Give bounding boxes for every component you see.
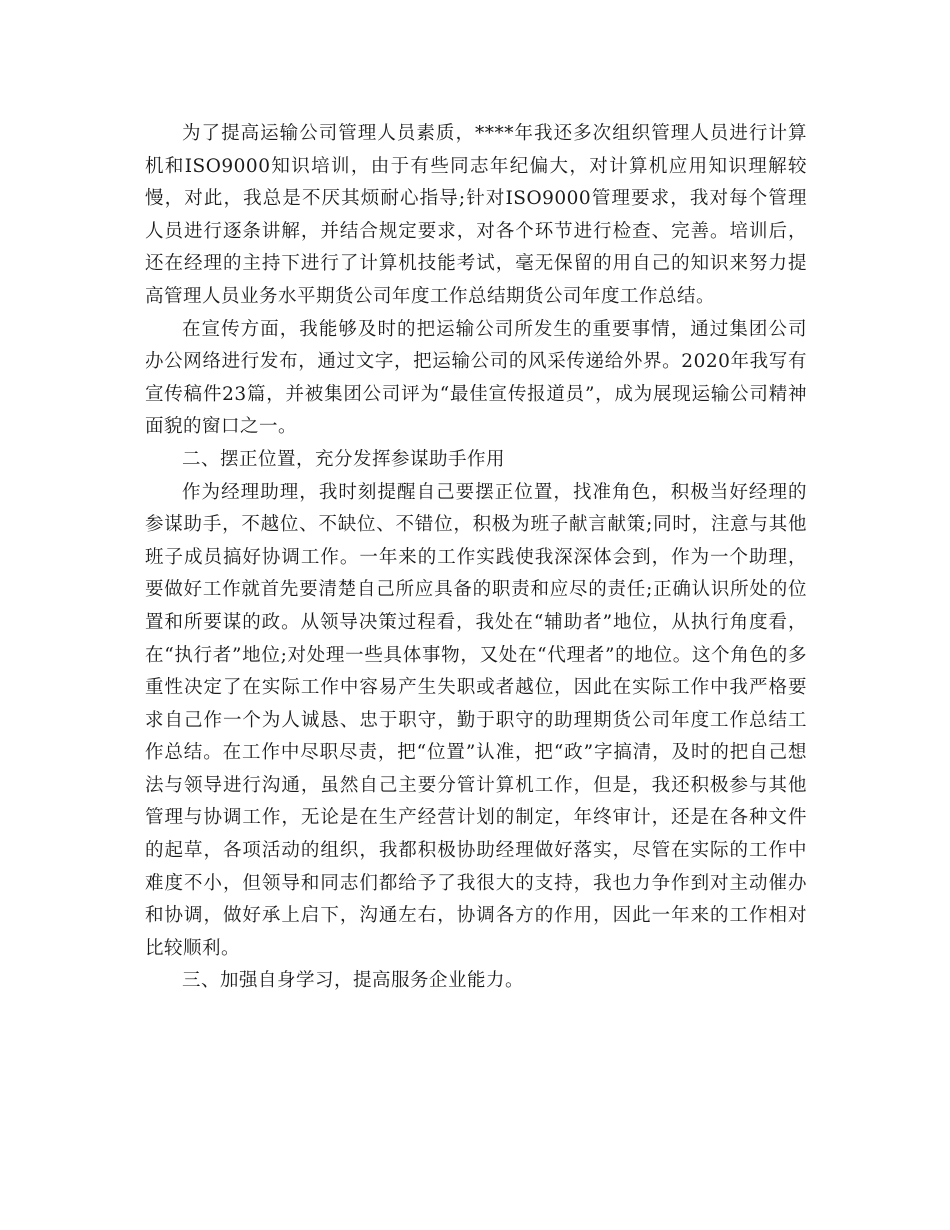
section-heading-2: 二、摆正位置，充分发挥参谋助手作用 — [182, 448, 506, 470]
paragraph-publicity: 在宣传方面，我能够及时的把运输公司所发生的重要事情，通过集团公司办公网络进行发布，通过文字，把运输公司的风采传递给外界。2020年我写有宣传稿件23篇，并被集团公司评为“最佳宣传报道员”，成为展现运输公司精神面貌的窗口之一。 — [145, 318, 807, 438]
paragraph-assistant-role: 作为经理助理，我时刻提醒自己要摆正位置，找准角色，积极当好经理的参谋助手，不越位、不缺位、不错位，积极为班子献言献策;同时，注意与其他班子成员搞好协调工作。一年来的工作实践使我深深体会到，作为一个助理，要做好工作就首先要清楚自己所应具备的职责和应尽的责任;正确认识所处的位置和所要谋的政。从领导决策过程看，我处在“辅助者”地位，从执行角度看，在“执行者”地位;对处理一些具体事物，又处在“代理者”的地位。这个角色的多重性决定了在实际工作中容易产生失职或者越位，因此在实际工作中我严格要求自己作一个为人诚恳、忠于职守，勤于职守的助理期货公司年度工作总结工作总结。在工作中尽职尽责，把“位置”认准，把“政”字搞清，及时的把自己想法与领导进行沟通，虽然自己主要分管计算机工作，但是，我还积极参与其他管理与协调工作，无论是在生产经营计划的制定，年终审计，还是在各种文件的起草，各项活动的组织，我都积极协助经理做好落实，尽管在实际的工作中难度不小，但领导和同志们都给予了我很大的支持，我也力争作到对主动催办和协调，做好承上启下，沟通左右，协调各方的作用，因此一年来的工作相对比较顺利。 — [145, 481, 807, 959]
document-page — [145, 118, 807, 998]
section-heading-3: 三、加强自身学习，提高服务企业能力。 — [182, 970, 525, 992]
paragraph-training: 为了提高运输公司管理人员素质，****年我还多次组织管理人员进行计算机和ISO9000知识培训，由于有些同志年纪偏大，对计算机应用知识理解较慢，对此，我总是不厌其烦耐心指导;针对ISO9000管理要求，我对每个管理人员进行逐条讲解，并结合规定要求，对各个环节进行检查、完善。培训后，还在经理的主持下进行了计算机技能考试，毫无保留的用自己的知识来努力提高管理人员业务水平期货公司年度工作总结期货公司年度工作总结。 — [145, 123, 807, 307]
